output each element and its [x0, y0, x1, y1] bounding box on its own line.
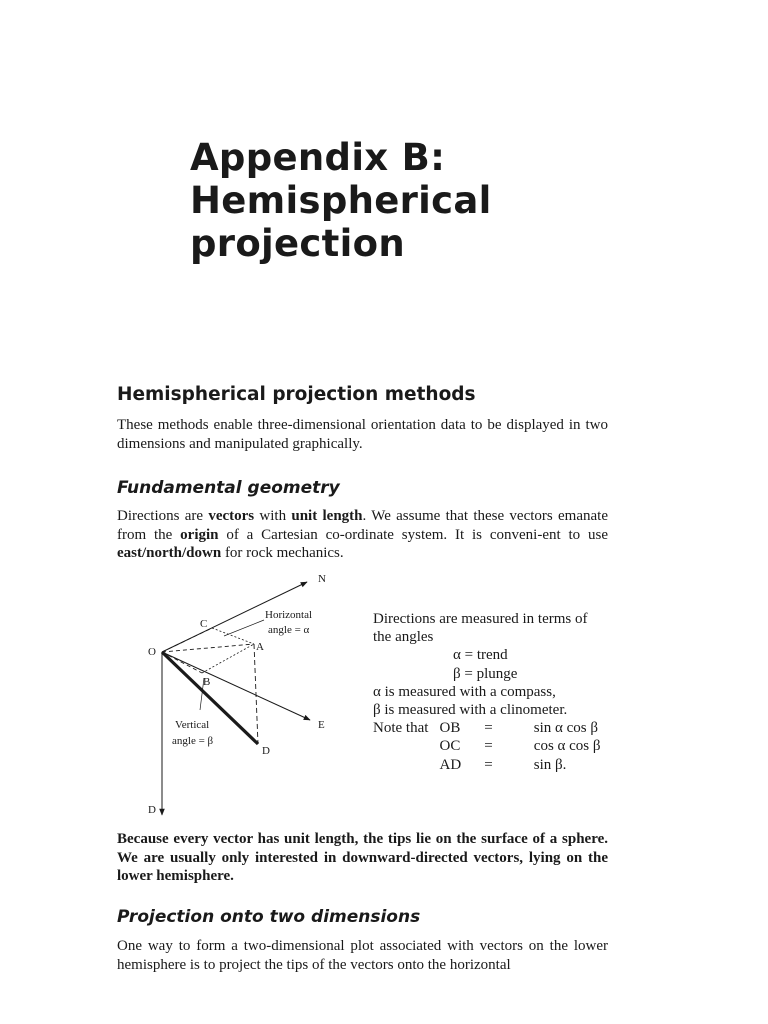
notes-line-1: Directions are measured in terms of [373, 611, 588, 627]
equation-equals: = [484, 720, 493, 737]
text-run: Directions are [117, 508, 209, 524]
equation-rhs: sin β. [533, 756, 567, 773]
label-O: O [148, 646, 156, 658]
label-B: B [203, 676, 211, 688]
term-east-north-down: east/north/down [117, 545, 222, 561]
unit-sphere-paragraph: Because every vector has unit length, the tips lie on the surface of a sphere. We are usually only interested in downward-directed vectors, lying on the lower hemisphere. [117, 831, 608, 884]
label-E: E [318, 719, 325, 731]
east-axis [162, 652, 310, 720]
equation-row [373, 756, 623, 774]
horizontal-angle-leader [224, 620, 264, 636]
term-unit-length: unit length [291, 508, 363, 524]
chapter-title-line-1: Appendix B: [190, 136, 446, 179]
line-BA [202, 644, 254, 673]
text-run: of a Cartesian co-ordinate system. It is conveni-ent to use [218, 526, 608, 543]
vector-geometry-figure [142, 570, 362, 820]
label-A: A [256, 641, 264, 653]
label-D-axis: D [148, 804, 156, 816]
vertical-angle-label-line-2: angle = β [172, 735, 214, 747]
equation-lhs: AD [439, 756, 462, 773]
term-vectors: vectors [208, 508, 255, 524]
fundamental-geometry-paragraph [117, 507, 608, 563]
equation-lhs: OB [439, 720, 461, 737]
fundamental-geometry-heading: Fundamental geometry [117, 478, 340, 498]
notes-line-2: the angles [373, 629, 434, 646]
horizontal-angle-label-line-2: angle = α [268, 624, 310, 636]
clinometer-note: β is measured with a clinometer. [373, 702, 568, 719]
projection-paragraph: One way to form a two-dimensional plot associated with vectors on the lower hemisphere is to project the tips of the vectors onto the horizontal [117, 938, 608, 973]
section-intro-paragraph: These methods enable three-dimensional orientation data to be displayed in two dimensions and manipulated graphically. [117, 417, 608, 452]
equation-lhs: OC [439, 738, 461, 755]
term-origin: origin [180, 526, 219, 543]
section-heading: Hemispherical projection methods [117, 384, 476, 405]
label-N: N [318, 573, 326, 585]
figure-notes [373, 610, 623, 774]
text-run: for rock mechanics. [221, 545, 344, 561]
equation-rhs: sin α cos β [533, 720, 599, 737]
equation-equals: = [484, 738, 493, 755]
text-run: . We assume that these vectors emanate from the [117, 508, 608, 543]
label-C: C [200, 618, 208, 630]
note-that-label: Note that [373, 720, 429, 737]
empty-cell [373, 737, 440, 755]
chapter-title [190, 136, 710, 265]
chapter-title-line-3: projection [190, 222, 405, 265]
plunge-definition: β = plunge [453, 665, 518, 682]
line-CA [212, 628, 254, 644]
label-D-tip: D [262, 745, 270, 757]
equation-rhs: cos α cos β [533, 738, 601, 755]
equation-row [373, 737, 623, 755]
compass-note: α is measured with a compass, [373, 683, 556, 700]
trend-definition: α = trend [453, 647, 508, 664]
equation-row [373, 719, 623, 737]
chapter-title-line-2: Hemispherical [190, 179, 492, 222]
equations-table [373, 719, 623, 774]
vertical-angle-label-line-1: Vertical [175, 719, 210, 731]
horizontal-angle-label-line-1: Horizontal [265, 609, 313, 621]
equation-equals: = [484, 756, 493, 773]
text-run: with [254, 508, 292, 524]
projection-heading: Projection onto two dimensions [117, 907, 421, 927]
empty-cell [373, 756, 440, 774]
